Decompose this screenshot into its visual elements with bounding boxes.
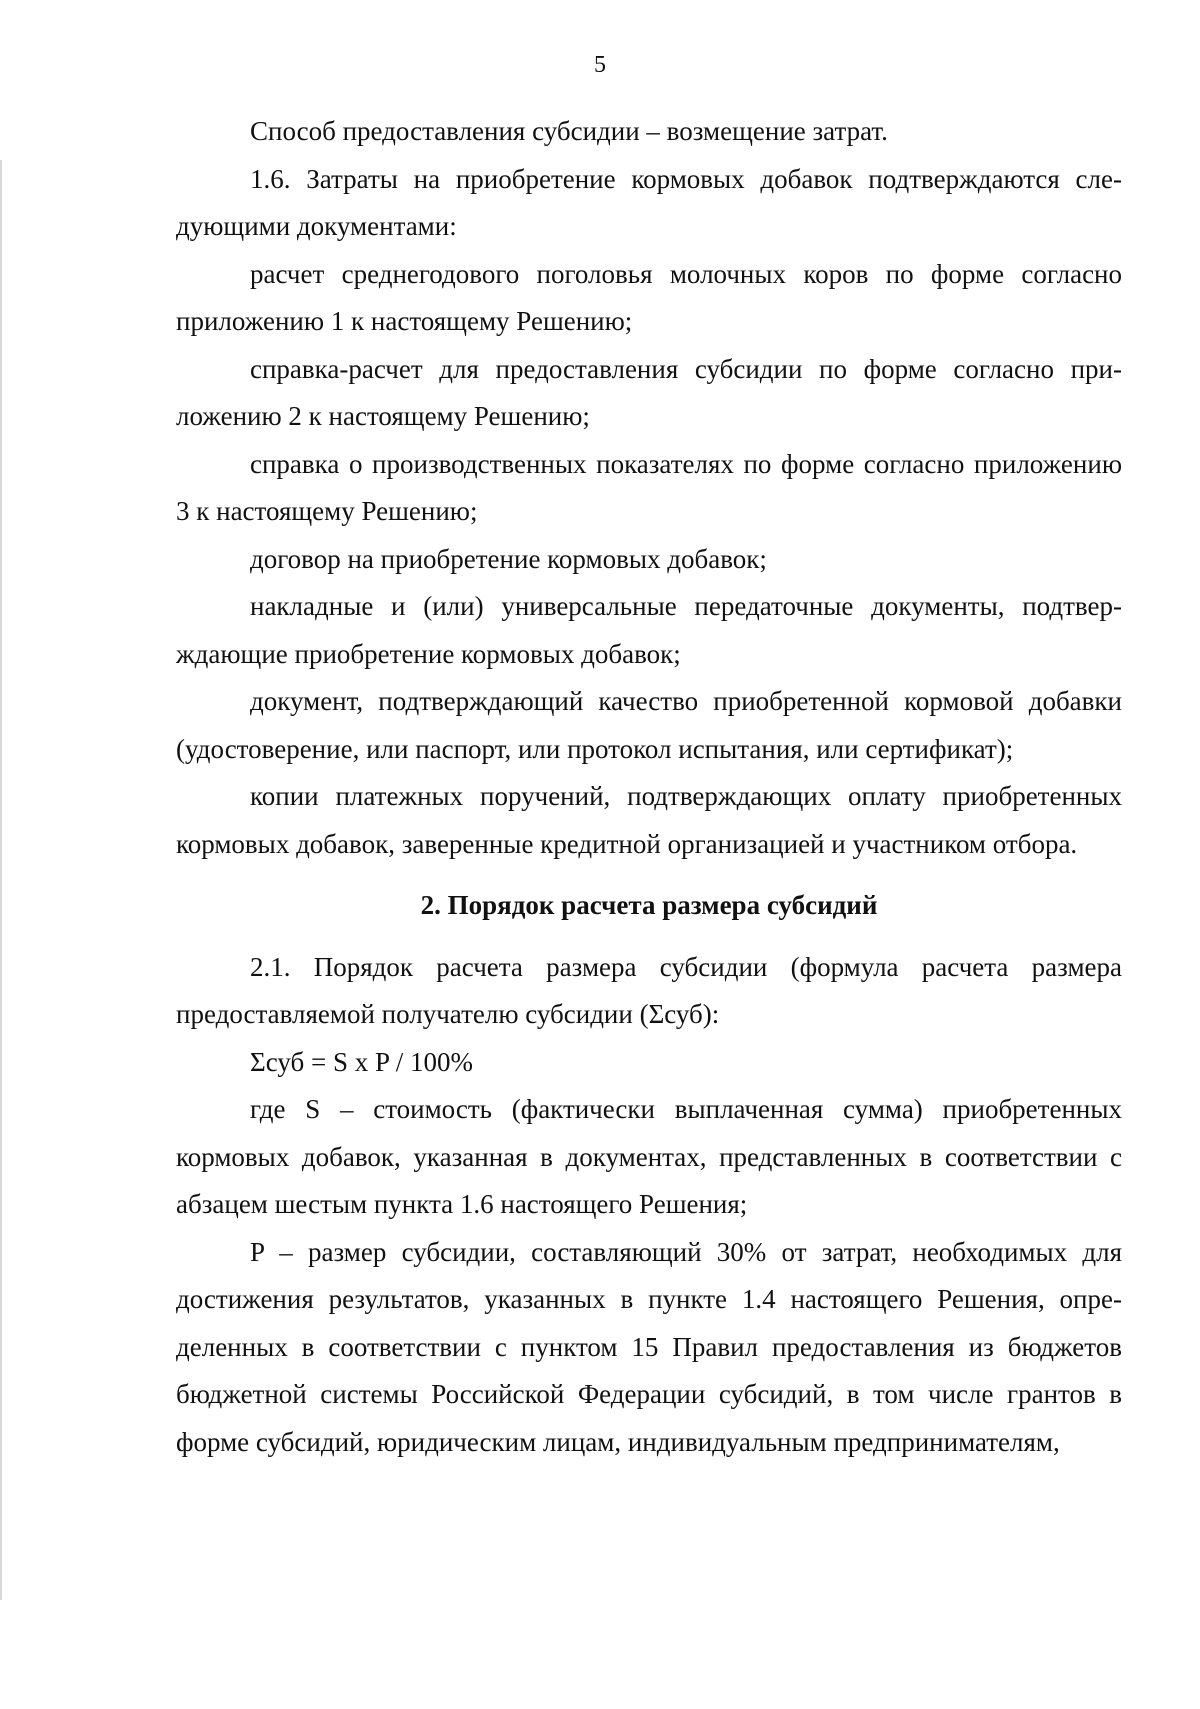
paragraph-2-1: 2.1. Порядок расчета размера субсидии (формула расчета размера предоставляемой получателю субсидии (Σсуб):: [176, 951, 1122, 1029]
definition-s: где S – стоимость (фактически выплаченная сумма) приобретенных кормовых добавок, указанная в документах, представленных в соответствии с абзацем шестым пункта 1.6 настоящего Решения;: [176, 1094, 1122, 1219]
paragraph-doc-list-1: расчет среднегодового поголовья молочных коров по форме согласно приложению 1 к настоящему Решению;: [176, 258, 1122, 336]
paragraph-subsidy-method: Способ предоставления субсидии – возмещение затрат.: [250, 116, 888, 146]
scan-edge-line: [0, 160, 2, 1600]
paragraph-doc-list-2: справка-расчет для предоставления субсидии по форме согласно приложению 2 к настоящему Решению;: [176, 353, 1122, 431]
paragraph-doc-list-4: договор на приобретение кормовых добавок;: [250, 543, 767, 574]
paragraph-doc-list-3: справка о производственных показателях по форме согласно приложению 3 к настоящему Решению;: [176, 448, 1122, 526]
section-heading: 2. Порядок расчета размера субсидий: [420, 890, 878, 920]
paragraph-1-6: 1.6. Затраты на приобретение кормовых добавок подтверждаются следующими документами:: [176, 163, 1122, 241]
paragraph-doc-list-6: документ, подтверждающий качество приобретенной кормовой добавки (удостоверение, или паспорт, или протокол испытания, или сертификат);: [176, 686, 1122, 764]
paragraph-doc-list-7: копии платежных поручений, подтверждающих оплату приобретенных кормовых добавок, заверенные кредитной организацией и участником отбора.: [176, 781, 1122, 859]
paragraph-doc-list-5: накладные и (или) универсальные передаточные документы, подтверждающие приобретение кормовых добавок;: [176, 591, 1122, 669]
page-number: 5: [594, 52, 606, 78]
definition-p: P – размер субсидии, составляющий 30% от затрат, необходимых для достижения результатов, указанных в пункте 1.4 настоящего Решения, определенных в соответствии с пунктом 15 Правил предоставления из бюджетов бюджетной системы Российской Федерации субсидий, в том числе грантов в форме субсидий, юридическим лицам, индивидуальным предпринимателям,: [176, 1236, 1122, 1457]
document-body: [176, 108, 1122, 1466]
subsidy-formula: Σсуб = S x P / 100%: [250, 1046, 473, 1077]
